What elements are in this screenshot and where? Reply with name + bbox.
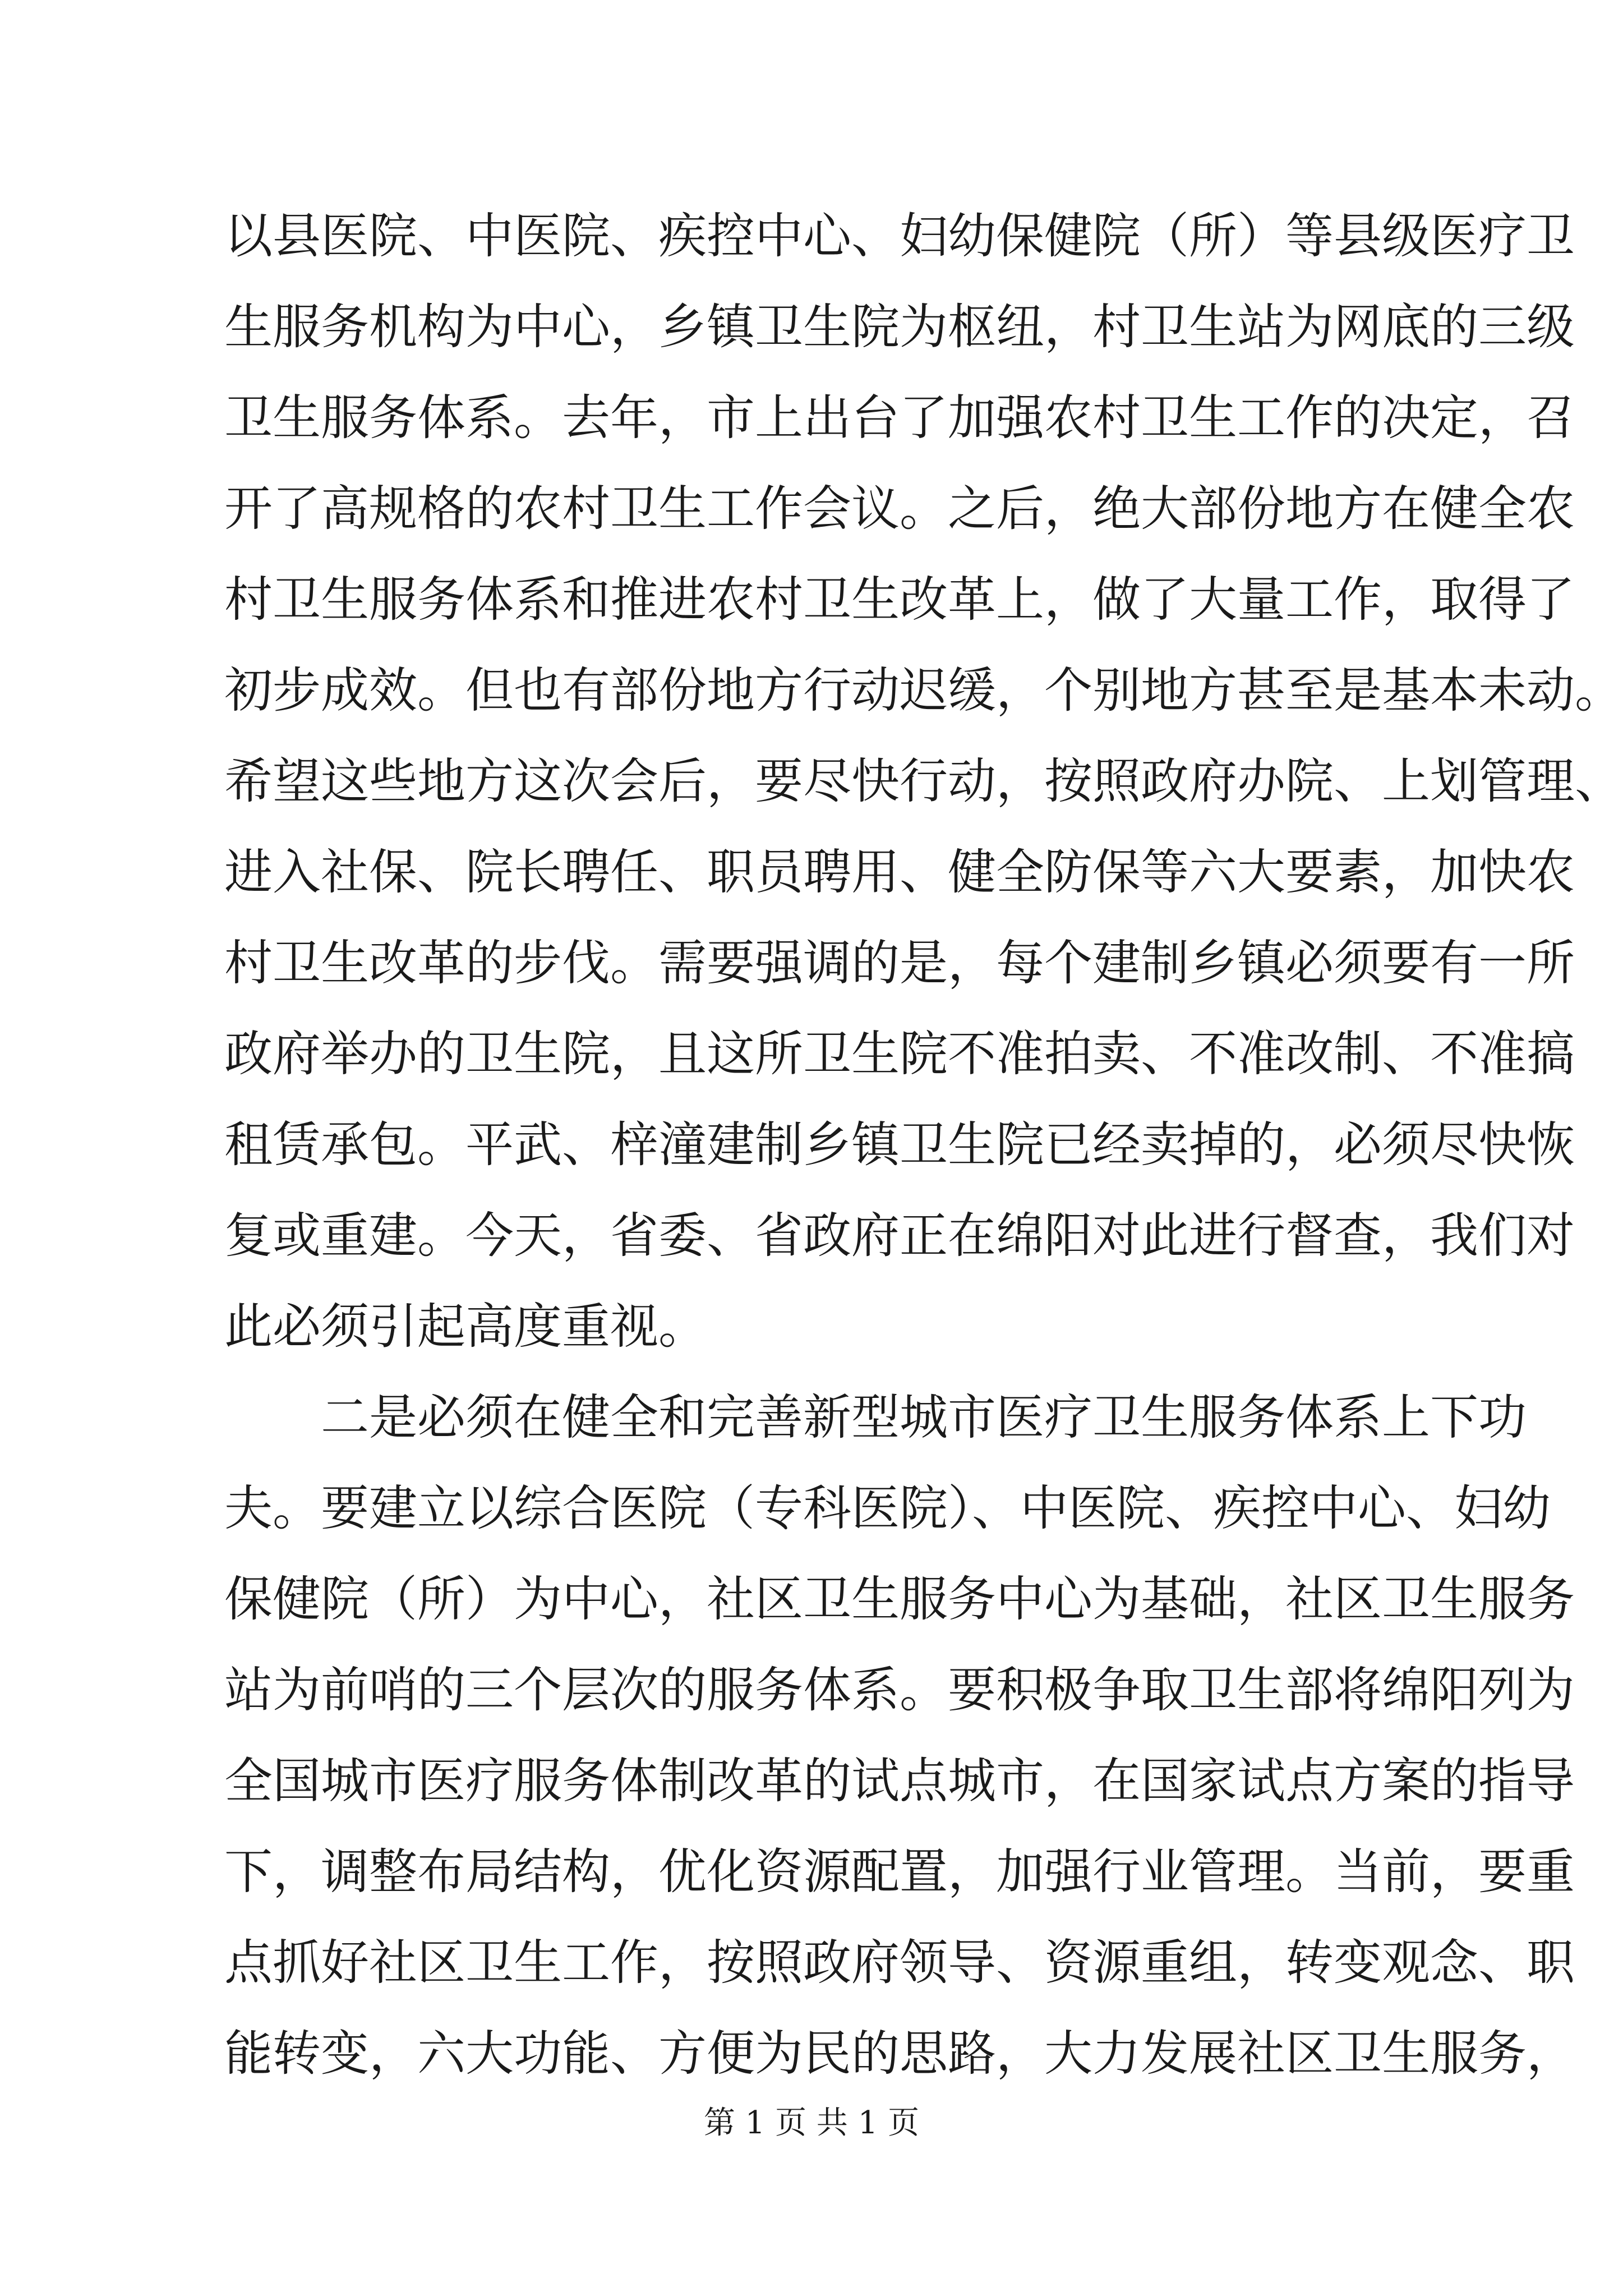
text-line: 以县医院、中医院、疾控中心、妇幼保健院（所）等县级医疗卫 [224,208,1575,264]
text-line: 村卫生服务体系和推进农村卫生改革上，做了大量工作，取得了 [224,572,1575,628]
paragraph-1 [224,191,1623,1372]
text-line: 夫。要建立以综合医院（专科医院）、中医院、疾控中心、妇幼 [224,1480,1551,1536]
text-line: 二是必须在健全和完善新型城市医疗卫生服务体系上下功 [321,1389,1527,1446]
text-line: 进入社保、院长聘任、职员聘用、健全防保等六大要素，加快农 [224,844,1575,900]
text-line: 初步成效。但也有部份地方行动迟缓，个别地方甚至是基本未动。 [224,662,1623,719]
text-line: 村卫生改革的步伐。需要强调的是，每个建制乡镇必须要有一所 [224,935,1575,991]
text-line: 开了高规格的农村卫生工作会议。之后，绝大部份地方在健全农 [224,481,1575,537]
text-line: 能转变，六大功能、方便为民的思路，大力发展社区卫生服务， [224,2026,1575,2082]
text-line: 站为前哨的三个层次的服务体系。要积极争取卫生部将绵阳列为 [224,1662,1575,1718]
page-number-label: 第 1 页 共 1 页 [703,2105,920,2141]
document-body [224,191,1623,2099]
text-line: 租赁承包。平武、梓潼建制乡镇卫生院已经卖掉的，必须尽快恢 [224,1117,1575,1173]
text-line: 复或重建。今天，省委、省政府正在绵阳对此进行督查，我们对 [224,1208,1575,1264]
text-line: 希望这些地方这次会后，要尽快行动，按照政府办院、上划管理、 [224,753,1623,809]
text-line: 卫生服务体系。去年，市上出台了加强农村卫生工作的决定，召 [224,390,1575,446]
page-footer [0,2098,1623,2143]
text-line: 下，调整布局结构，优化资源配置，加强行业管理。当前，要重 [224,1844,1575,1900]
text-line: 生服务机构为中心，乡镇卫生院为枢纽，村卫生站为网底的三级 [224,299,1575,355]
text-line: 点抓好社区卫生工作，按照政府领导、资源重组，转变观念、职 [224,1935,1575,1991]
paragraph-2 [224,1372,1575,2099]
text-line: 保健院（所）为中心，社区卫生服务中心为基础，社区卫生服务 [224,1571,1575,1627]
text-line: 此必须引起高度重视。 [224,1299,707,1355]
text-line: 全国城市医疗服务体制改革的试点城市，在国家试点方案的指导 [224,1753,1575,1809]
text-line: 政府举办的卫生院，且这所卫生院不准拍卖、不准改制、不准搞 [224,1026,1575,1082]
